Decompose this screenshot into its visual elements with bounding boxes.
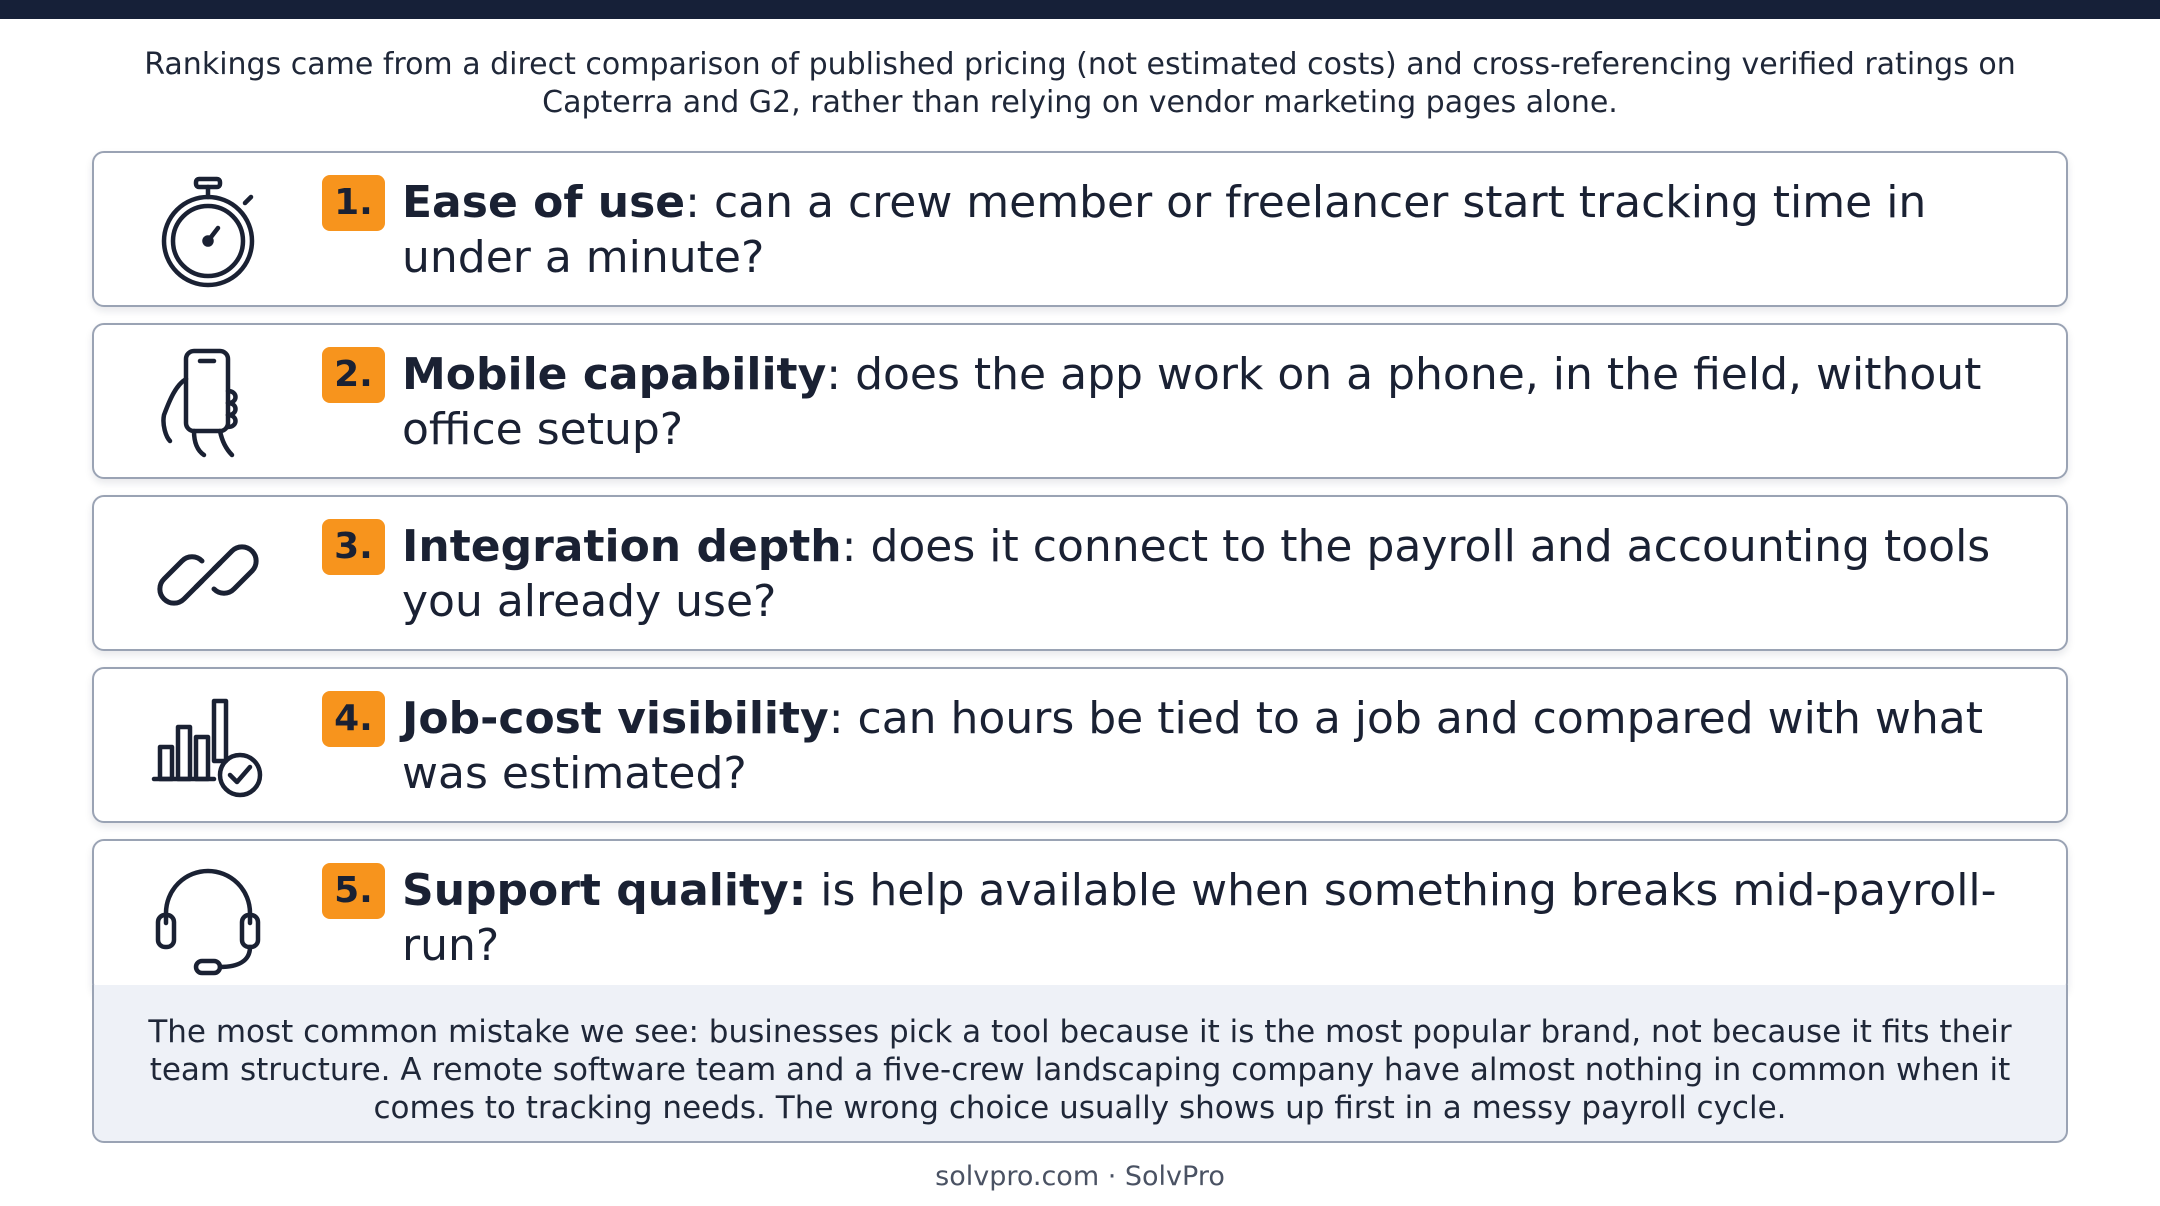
- stopwatch-icon: [150, 173, 266, 289]
- criterion-number: 1.: [322, 175, 385, 231]
- criterion-title: Support quality: [402, 865, 789, 916]
- criterion-text: [402, 519, 2022, 629]
- criterion-text: [402, 175, 2022, 285]
- criterion-number: 4.: [322, 691, 385, 747]
- criterion-description: does the app work on a phone, in the field, without office setup?: [402, 349, 1982, 455]
- criterion-separator: :: [685, 177, 700, 228]
- criterion-title: Integration depth: [402, 521, 842, 572]
- bar-chart-check-icon: [150, 689, 266, 805]
- criterion-title: Job-cost visibility: [402, 693, 829, 744]
- criterion-number: 2.: [322, 347, 385, 403]
- criterion-description: can hours be tied to a job and compared with what was estimated?: [402, 693, 1984, 799]
- criterion-separator: :: [841, 521, 857, 572]
- criterion-description: is help available when something breaks mid-payroll-run?: [402, 865, 1997, 971]
- criterion-separator: :: [828, 693, 844, 744]
- headset-icon: [150, 861, 266, 977]
- footer-credit: solvpro.com · SolvPro: [935, 1161, 1225, 1192]
- phone-in-hand-icon: [150, 345, 266, 461]
- criterion-card-support-quality: [92, 839, 2068, 995]
- criterion-card-ease-of-use: [92, 151, 2068, 307]
- criterion-title: Mobile capability: [402, 349, 827, 400]
- callout-note: The most common mistake we see: businesses pick a tool because it is the most popular brand, not because it fits their team structure. A remote software team and a five-crew landscaping company have almost nothing in common when it comes to tracking needs. The wrong choice usually shows up first in a messy payroll cycle.: [92, 985, 2068, 1143]
- criterion-card-integration-depth: [92, 495, 2068, 651]
- criterion-description: does it connect to the payroll and accounting tools you already use?: [402, 521, 1991, 627]
- criterion-description: can a crew member or freelancer start tracking time in under a minute?: [402, 177, 1927, 283]
- intro-text: Rankings came from a direct comparison of published pricing (not estimated costs) and cross-referencing verified ratings on Capterra and G2, rather than relying on vendor marketing pages alone.: [144, 47, 2016, 120]
- criterion-text: [402, 347, 2022, 457]
- criterion-text: [402, 863, 2022, 973]
- criterion-card-job-cost-visibility: [92, 667, 2068, 823]
- criterion-text: [402, 691, 2022, 801]
- link-icon: [150, 517, 266, 633]
- criterion-number: 5.: [322, 863, 385, 919]
- top-bar: [0, 0, 2160, 19]
- criterion-title: Ease of use: [402, 177, 686, 228]
- criterion-number: 3.: [322, 519, 385, 575]
- criterion-separator: :: [788, 865, 807, 916]
- criterion-separator: :: [826, 349, 842, 400]
- criterion-card-mobile-capability: [92, 323, 2068, 479]
